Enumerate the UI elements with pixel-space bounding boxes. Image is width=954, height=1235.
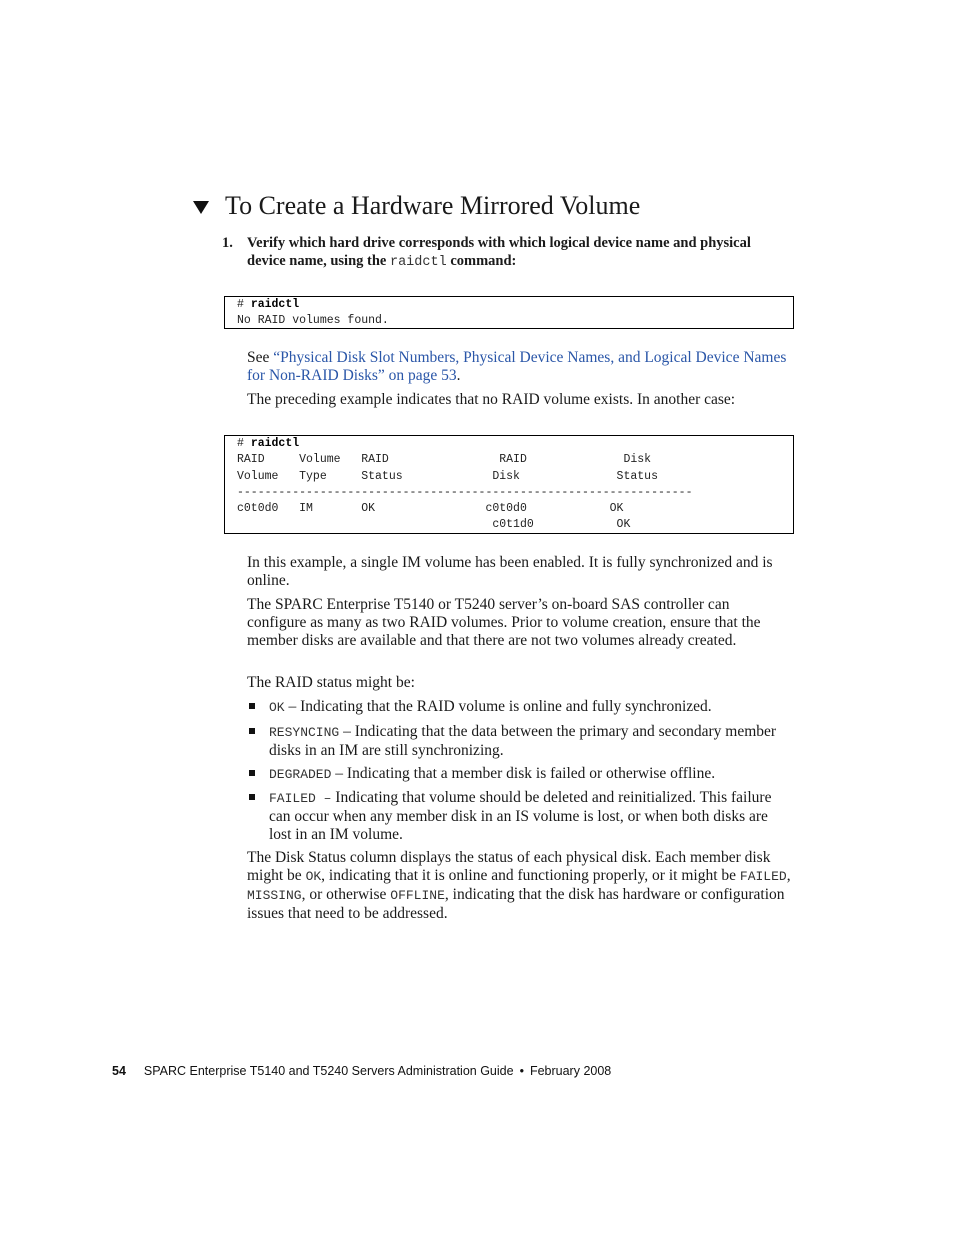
list-item bbox=[249, 789, 794, 844]
disk-status-text: , indicating that it is online and functioning properly, or it might be bbox=[321, 867, 740, 884]
page-title: To Create a Hardware Mirrored Volume bbox=[225, 191, 641, 220]
section-heading bbox=[193, 188, 640, 224]
step-1 bbox=[222, 234, 782, 272]
disk-status-text: , indicating that the disk has hardware or configuration issues that need to be addressed. bbox=[247, 886, 785, 922]
code-line-prompt bbox=[237, 436, 781, 452]
disk-status-paragraph bbox=[247, 849, 792, 923]
list-item bbox=[249, 723, 794, 760]
code-output: No RAID volumes found. bbox=[237, 314, 389, 328]
square-bullet-icon bbox=[249, 728, 255, 734]
see-prefix: See bbox=[247, 349, 274, 366]
disk-status-code: OK bbox=[305, 869, 322, 884]
cross-reference-link[interactable]: “Physical Disk Slot Numbers, Physical Device Names, and Logical Device Names for Non-RAID Disks” on page 53 bbox=[247, 349, 787, 384]
code-line: c0t0d0 IM OK c0t0d0 OK bbox=[237, 502, 624, 516]
status-code: RESYNCING bbox=[269, 725, 340, 740]
disk-status-text: The Disk Status column displays the status of each physical disk. Each member disk might be bbox=[247, 849, 771, 884]
code-line: RAID Volume RAID RAID Disk bbox=[237, 453, 652, 467]
list-item bbox=[249, 765, 794, 784]
step-text-a: Verify which hard drive corresponds with which logical device name and physical device name, using the bbox=[247, 235, 751, 269]
status-code: FAILED – bbox=[269, 791, 332, 806]
disk-status-text: , or otherwise bbox=[301, 886, 391, 903]
see-paragraph bbox=[247, 349, 792, 385]
status-code: OK bbox=[269, 700, 285, 715]
code-line: c0t1d0 OK bbox=[237, 518, 631, 532]
step-command: raidctl bbox=[389, 255, 447, 270]
code-prompt: # bbox=[237, 437, 251, 450]
code-block-1 bbox=[224, 296, 794, 329]
example-paragraph: In this example, a single IM volume has been enabled. It is fully synchronized and is online. bbox=[247, 554, 773, 589]
code-command: raidctl bbox=[250, 298, 300, 311]
square-bullet-icon bbox=[249, 703, 255, 709]
status-description: – Indicating that the data between the primary and secondary member disks in an IM are still synchronizing. bbox=[269, 723, 777, 759]
square-bullet-icon bbox=[249, 794, 255, 800]
list-item bbox=[249, 698, 794, 717]
status-description: Indicating that volume should be deleted and reinitialized. This failure can occur when any member disk in an IS volume is lost, or when both disks are lost in an IM volume. bbox=[269, 789, 772, 843]
step-number: 1. bbox=[222, 235, 233, 251]
code-command: raidctl bbox=[250, 437, 300, 450]
status-code: DEGRADED bbox=[269, 767, 332, 782]
square-bullet-icon bbox=[249, 770, 255, 776]
page-number: 54 bbox=[112, 1064, 126, 1078]
see-suffix: . bbox=[456, 367, 461, 384]
footer-title: SPARC Enterprise T5140 and T5240 Servers Administration Guide bbox=[143, 1064, 514, 1078]
step-text bbox=[247, 234, 782, 272]
controller-paragraph: The SPARC Enterprise T5140 or T5240 server’s on-board SAS controller can configure as many as two RAID volumes. Prior to volume creation, ensure that the member disks are available and that there are not two volumes already created. bbox=[247, 596, 761, 649]
status-description: – Indicating that a member disk is failed or otherwise offline. bbox=[331, 765, 716, 782]
footer-separator: • bbox=[519, 1064, 524, 1078]
disk-status-code: MISSING bbox=[247, 888, 302, 903]
status-intro-paragraph: The RAID status might be: bbox=[247, 674, 415, 691]
footer-date: February 2008 bbox=[529, 1064, 612, 1078]
status-description: – Indicating that the RAID volume is online and fully synchronized. bbox=[284, 698, 712, 715]
code-line: Volume Type Status Disk Status bbox=[237, 469, 658, 483]
triangle-bullet-icon bbox=[193, 201, 209, 214]
disk-status-text: , bbox=[786, 867, 791, 884]
preceding-paragraph: The preceding example indicates that no RAID volume exists. In another case: bbox=[247, 391, 736, 408]
step-text-b: command: bbox=[446, 253, 517, 269]
page-footer bbox=[112, 1063, 611, 1079]
code-line-prompt bbox=[237, 297, 781, 313]
code-prompt: # bbox=[237, 298, 251, 311]
disk-status-code: OFFLINE bbox=[390, 888, 445, 903]
code-line: ------------------------------------------------------------------ bbox=[237, 485, 693, 499]
disk-status-code: FAILED bbox=[739, 869, 787, 884]
code-block-2 bbox=[224, 435, 794, 534]
